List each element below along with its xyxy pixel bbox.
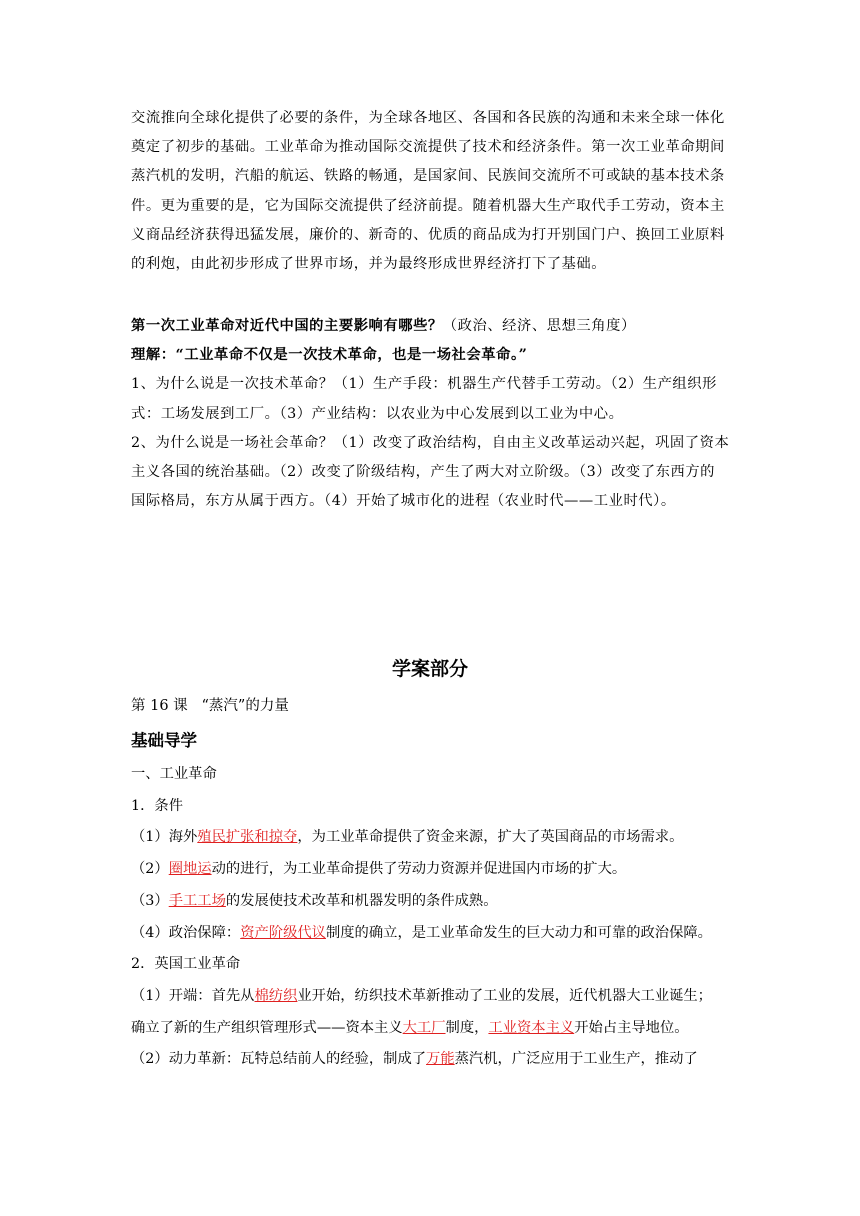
text-line: 蒸汽机的发明，汽船的航运、铁路的畅通，是国家间、民族间交流所不可或缺的基本技术条 <box>131 168 725 185</box>
text-line: 交流推向全球化提供了必要的条件，为全球各地区、各国和各民族的沟通和未来全球一体化 <box>131 110 725 126</box>
text-span: 开始占主导地位。 <box>574 1019 689 1036</box>
text-span: 动的进行，为工业革命提供了劳动力资源并促进国内市场的扩大。 <box>211 861 627 878</box>
uk-item <box>131 981 743 1013</box>
text-line: 奠定了初步的基础。工业革命为推动国际交流提供了技术和经济条件。第一次工业革命期间 <box>131 139 725 156</box>
text-span: 业开始，纺织技术革新推动了工业的发展，近代机器大工业诞生； <box>297 987 712 1004</box>
text-span: 蒸汽机，广泛应用于工业生产，推动了 <box>454 1051 698 1068</box>
question-bold: 第一次工业革命对近代中国的主要影响有哪些？ <box>131 318 443 334</box>
answer-highlight: 殖民扩张和掠夺 <box>197 829 298 846</box>
uk-heading: 2．英国工业革命 <box>131 956 241 973</box>
uk-item <box>131 1044 743 1076</box>
condition-item <box>131 918 743 950</box>
text-line: 的利炮，由此初步形成了世界市场，并为最终形成世界经济打下了基础。 <box>131 256 607 273</box>
condition-item <box>131 822 743 854</box>
intro-paragraph <box>131 104 743 279</box>
text-span: （4）政治保障： <box>131 924 241 941</box>
text-span: 制度的确立，是工业革命发生的巨大动力和可靠的政治保障。 <box>325 924 712 941</box>
condition-item <box>131 854 743 886</box>
study-section <box>131 759 743 1076</box>
text-line: 义商品经济获得迅猛发展，廉价的、新奇的、优质的商品成为打开别国门户、换回工业原料 <box>131 226 725 243</box>
answer-highlight: 棉纺织 <box>254 987 298 1004</box>
text-span: （2）动力革新：瓦特总结前人的经验，制成了 <box>131 1051 427 1068</box>
section-title: 学案部分 <box>391 658 468 680</box>
text-span: （3） <box>131 892 169 909</box>
text-line: 1、为什么说是一次技术革命？（1）生产手段：机器生产代替手工劳动。（2）生产组织形 <box>131 376 717 393</box>
text-span: （1）开端：首先从 <box>131 987 255 1004</box>
text-span: 的发展使技术改革和机器发明的条件成熟。 <box>225 892 498 909</box>
uk-item <box>131 1013 743 1045</box>
text-span: ，为工业革命提供了资金来源，扩大了英国商品的市场需求。 <box>297 829 684 846</box>
text-line: 国际格局，东方从属于西方。（4）开始了城市化的进程（农业时代——工业时代）。 <box>131 493 676 510</box>
question-note: （政治、经济、思想三角度） <box>442 318 636 334</box>
questions-block <box>131 312 743 516</box>
text-span: 制度， <box>445 1019 489 1036</box>
text-span: （1）海外 <box>131 829 198 846</box>
text-line: 件。更为重要的是，它为国际交流提供了经济前提。随着机器大生产取代手工劳动，资本主 <box>131 197 725 214</box>
heading-basic-guide: 基础导学 <box>131 731 197 750</box>
answer-highlight: 工业资本主义 <box>488 1019 575 1036</box>
text-span: （2） <box>131 861 169 878</box>
answer-highlight: 资产阶级代议 <box>240 924 326 941</box>
text-line: 2、为什么说是一场社会革命？（1）改变了政治结构，自由主义改革运动兴起，巩固了资本 <box>131 434 730 451</box>
text-span: 确立了新的生产组织管理形式——资本主义 <box>131 1019 403 1036</box>
answer-highlight: 大工厂 <box>402 1019 446 1036</box>
answer-highlight: 手工工场 <box>168 892 226 909</box>
lesson-title: 第 16 课 “蒸汽”的力量 <box>131 698 289 714</box>
impact-question <box>131 312 743 341</box>
conditions-heading: 1．条件 <box>131 797 183 814</box>
answer-highlight: 圈地运 <box>168 861 212 878</box>
part-heading: 一、工业革命 <box>131 766 217 782</box>
understand-line: 理解：“工业革命不仅是一次技术革命，也是一场社会革命。” <box>131 347 528 364</box>
condition-item <box>131 886 743 918</box>
answer-highlight: 万能 <box>426 1051 455 1068</box>
text-line: 式：工场发展到工厂。（3）产业结构：以农业为中心发展到以工业为中心。 <box>131 405 624 422</box>
text-line: 主义各国的统治基础。（2）改变了阶级结构，产生了两大对立阶级。（3）改变了东西方的 <box>131 464 716 481</box>
